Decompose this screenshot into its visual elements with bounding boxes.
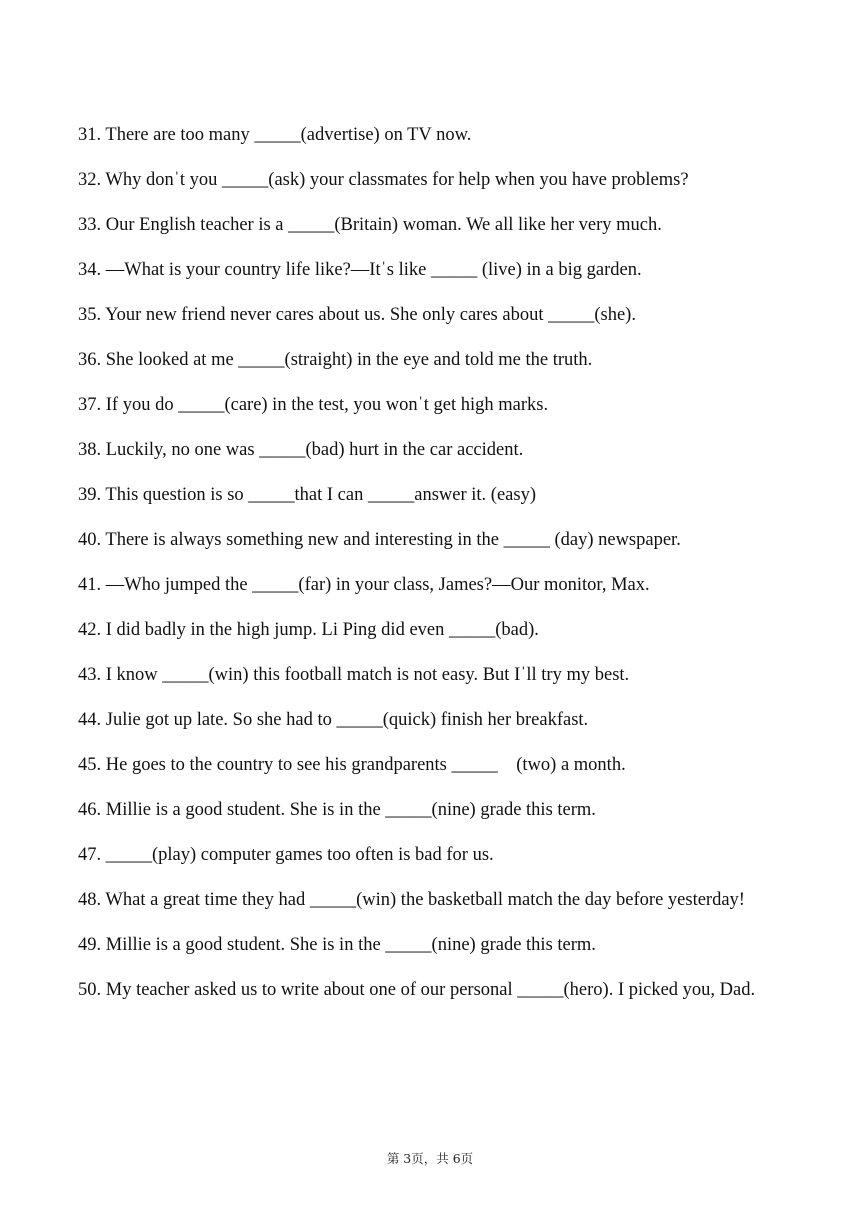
question-list — [78, 113, 778, 1013]
question-42: 42. I did badly in the high jump. Li Ping did even _____(bad). — [78, 620, 539, 640]
question-45: 45. He goes to the country to see his grandparents _____ (two) a month. — [78, 755, 626, 775]
question-38: 38. Luckily, no one was _____(bad) hurt in the car accident. — [78, 440, 524, 460]
question-32: 32. Why donˈt you _____(ask) your classmates for help when you have problems? — [78, 170, 689, 190]
question-46: 46. Millie is a good student. She is in the _____(nine) grade this term. — [78, 800, 596, 820]
question-48: 48. What a great time they had _____(win) the basketball match the day before yesterday! — [78, 890, 745, 910]
question-35: 35. Your new friend never cares about us. She only cares about _____(she). — [78, 305, 636, 325]
question-49: 49. Millie is a good student. She is in the _____(nine) grade this term. — [78, 935, 596, 955]
question-43: 43. I know _____(win) this football match is not easy. But Iˈll try my best. — [78, 665, 630, 685]
question-50: 50. My teacher asked us to write about one of our personal _____(hero). I picked you, Dad. — [78, 980, 756, 1000]
question-47: 47. _____(play) computer games too often is bad for us. — [78, 845, 494, 865]
question-41: 41. —Who jumped the _____(far) in your class, James?—Our monitor, Max. — [78, 575, 650, 595]
question-33: 33. Our English teacher is a _____(Britain) woman. We all like her very much. — [78, 215, 662, 235]
question-31: 31. There are too many _____(advertise) on TV now. — [78, 125, 472, 145]
question-34: 34. —What is your country life like?—Itˈs like _____ (live) in a big garden. — [78, 260, 642, 280]
question-37: 37. If you do _____(care) in the test, you wonˈt get high marks. — [78, 395, 549, 415]
question-44: 44. Julie got up late. So she had to _____(quick) finish her breakfast. — [78, 710, 589, 730]
question-39: 39. This question is so _____that I can _____answer it. (easy) — [78, 485, 536, 505]
page-number-footer: 第 3页，共 6页 — [386, 1151, 474, 1166]
question-36: 36. She looked at me _____(straight) in the eye and told me the truth. — [78, 350, 593, 370]
question-40: 40. There is always something new and interesting in the _____ (day) newspaper. — [78, 530, 681, 550]
